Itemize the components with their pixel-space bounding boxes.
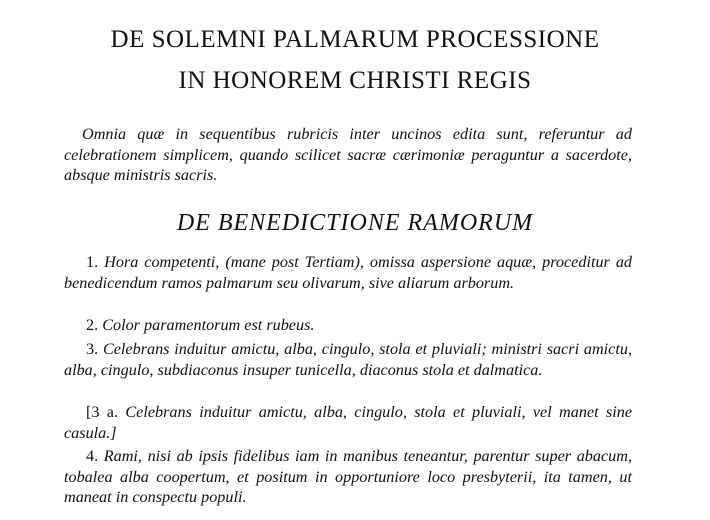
paragraph-text: Celebrans induitur amictu, alba, cingulo, stola et pluviali, vel manet sine casula.]	[64, 403, 633, 442]
paragraph-2	[64, 315, 632, 336]
section-title: DE BENEDICTIONE RAMORUM	[176, 210, 534, 236]
paragraph-number: 1.	[86, 253, 99, 271]
paragraph-number: 3.	[86, 340, 99, 358]
paragraph-number: 2.	[86, 316, 99, 334]
paragraph-4	[64, 446, 632, 508]
paragraph-text: Color paramentorum est rubeus.	[102, 316, 315, 334]
paragraph-text: Hora competenti, (mane post Tertiam), omissa aspersione aquæ, proceditur ad benedicendum ramos palmarum seu olivarum, sive aliarum arborum.	[64, 253, 633, 292]
paragraph-number: [3 a.	[86, 403, 119, 421]
paragraph-1	[64, 252, 632, 293]
paragraph-3a	[64, 402, 632, 443]
paragraph-text: Rami, nisi ab ipsis fidelibus iam in manibus teneantur, parentur super abacum, tobalea alba coopertum, et positum in opportuniore loco presbyterii, ita tamen, ut maneat in conspectu populi.	[64, 447, 632, 506]
paragraph-number: 4.	[86, 447, 99, 465]
page-title-line-1: DE SOLEMNI PALMARUM PROCESSIONE	[110, 26, 600, 53]
intro-paragraph: Omnia quæ in sequentibus rubricis inter uncinos edita sunt, referuntur ad celebrationem simplicem, quando scilicet sacræ cærimoniæ peraguntur a sacerdote, absque ministris sacris.	[64, 125, 632, 184]
paragraph-text: Celebrans induitur amictu, alba, cingulo, stola et pluviali; ministri sacri amictu, alba, cingulo, subdiaconus insuper tunicella, diaconus stola et dalmatica.	[64, 340, 632, 379]
paragraph-3	[64, 339, 632, 380]
page-title-line-2: IN HONOREM CHRISTI REGIS	[178, 67, 532, 94]
